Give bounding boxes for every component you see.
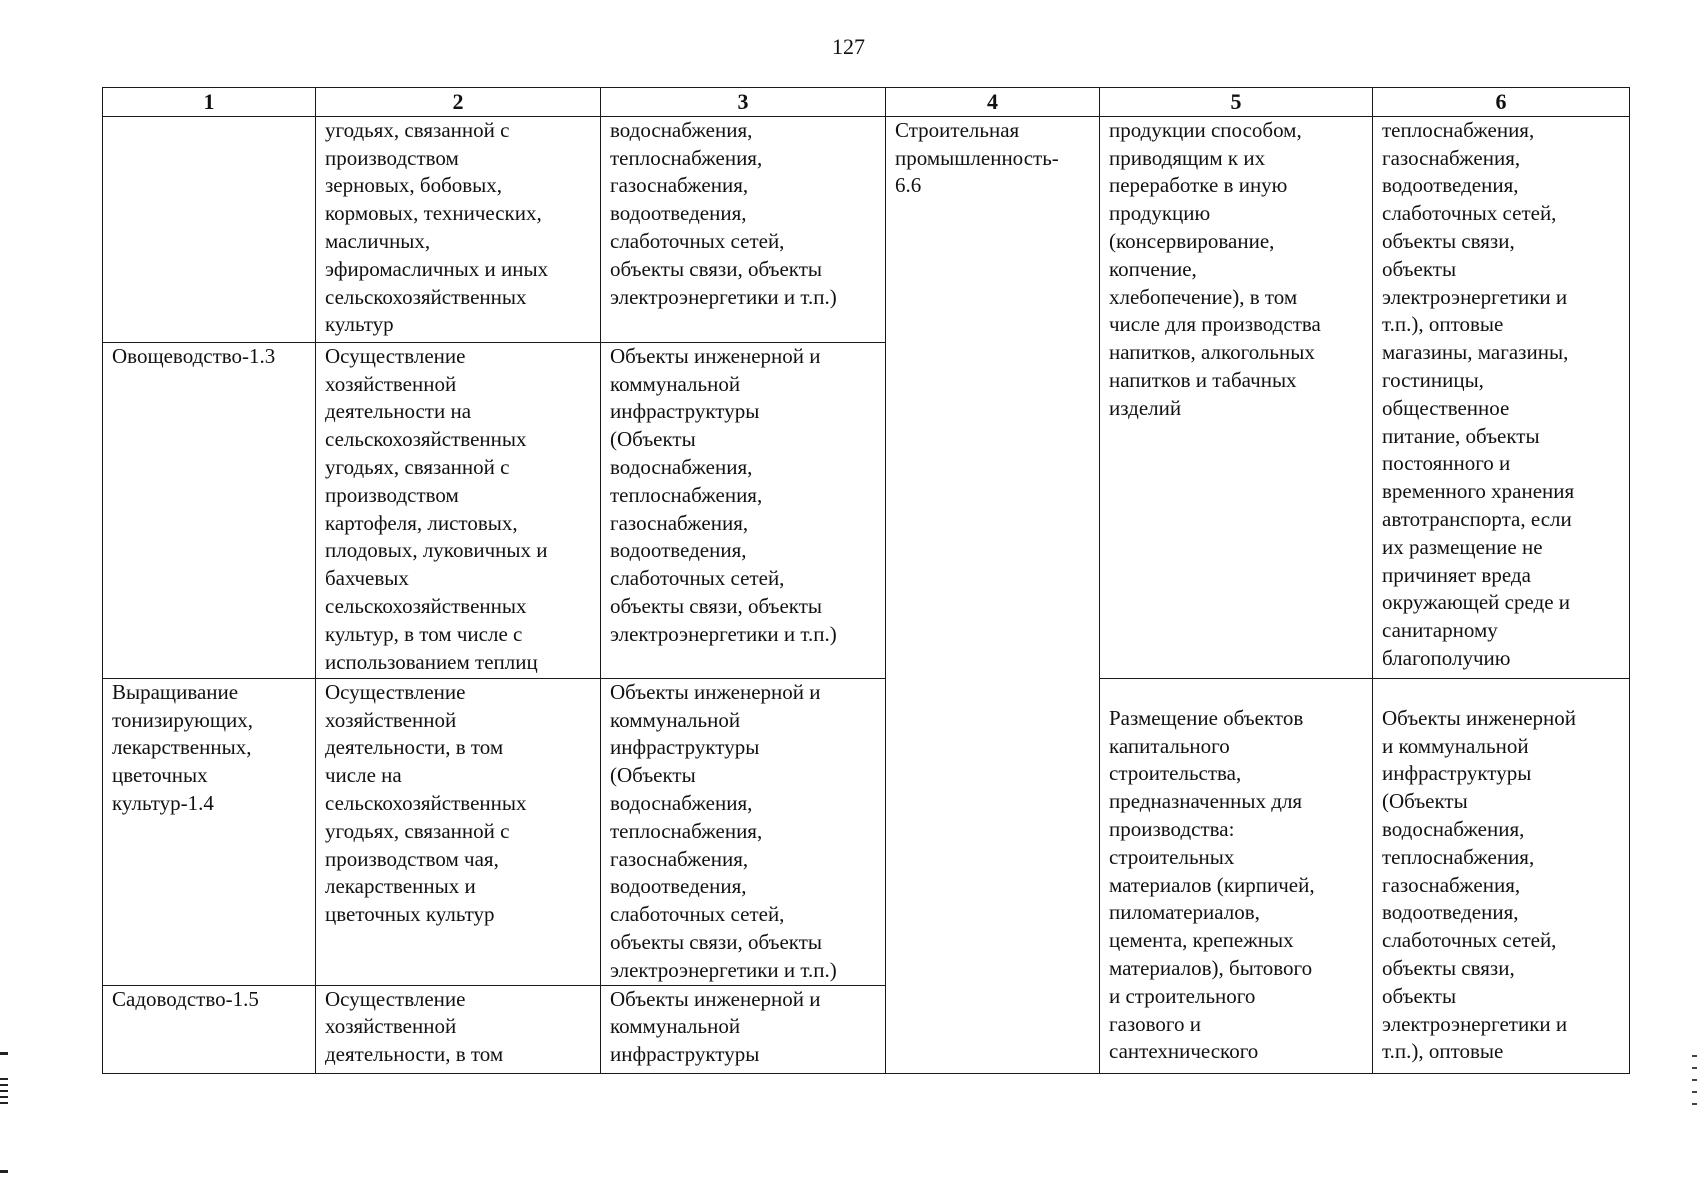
cell-conditional-use-description: Размещение объектов капитального строительства, предназначенных для производства: строительных материалов (кирпичей, пиломатериалов, цемента, крепежных материалов), бытового и строительного газового и сантехнического: [1100, 678, 1373, 1073]
cell-conditional-auxiliary-objects: теплоснабжения, газоснабжения, водоотведения, слаботочных сетей, объекты связи, объекты электроэнергетики и т.п.), оптовые магазины, магазины, гостиницы, общественное питание, объекты постоянного и временного хранения автотранспорта, если их размещение не причиняет вреда окружающей среде и санитарному благополучию: [1373, 116, 1630, 678]
cell-land-use-name: Выращивание тонизирующих, лекарственных, цветочных культур-1.4: [103, 678, 316, 985]
cell-land-use-name: Овощеводство-1.3: [103, 342, 316, 678]
table-row: [103, 116, 1630, 342]
column-header-4: 4: [886, 88, 1100, 117]
cell-conditional-use-name: Строительная промышленность- 6.6: [886, 116, 1100, 1073]
land-use-table: [102, 87, 1630, 1074]
column-header-3: 3: [601, 88, 886, 117]
column-header-6: 6: [1373, 88, 1630, 117]
column-header-1: 1: [103, 88, 316, 117]
cell-auxiliary-objects: водоснабжения, теплоснабжения, газоснабжения, водоотведения, слаботочных сетей, объекты связи, объекты электроэнергетики и т.п.): [601, 116, 886, 342]
cell-auxiliary-objects: Объекты инженерной и коммунальной инфраструктуры (Объекты водоснабжения, теплоснабжения, газоснабжения, водоотведения, слаботочных сетей, объекты связи, объекты электроэнергетики и т.п.): [601, 342, 886, 678]
cell-land-use-name: Садоводство-1.5: [103, 985, 316, 1073]
scan-edge-marks-right: [1691, 1055, 1697, 1115]
table-row: [103, 678, 1630, 985]
cell-auxiliary-objects: Объекты инженерной и коммунальной инфраструктуры: [601, 985, 886, 1073]
cell-land-use-description: Осуществление хозяйственной деятельности на сельскохозяйственных угодьях, связанной с производством картофеля, листовых, плодовых, луковичных и бахчевых сельскохозяйственных культур, в том числе с использованием теплиц: [316, 342, 601, 678]
cell-land-use-description: Осуществление хозяйственной деятельности, в том: [316, 985, 601, 1073]
cell-auxiliary-objects: Объекты инженерной и коммунальной инфраструктуры (Объекты водоснабжения, теплоснабжения, газоснабжения, водоотведения, слаботочных сетей, объекты связи, объекты электроэнергетики и т.п.): [601, 678, 886, 985]
cell-land-use-name: [103, 116, 316, 342]
column-header-5: 5: [1100, 88, 1373, 117]
cell-land-use-description: угодьях, связанной с производством зерновых, бобовых, кормовых, технических, масличных, эфиромасличных и иных сельскохозяйственных культур: [316, 116, 601, 342]
page-number: 127: [832, 34, 865, 59]
scan-edge-marks: [0, 1040, 10, 1190]
table-wrapper: [102, 87, 1629, 1071]
table-header-row: [103, 88, 1630, 117]
cell-land-use-description: Осуществление хозяйственной деятельности, в том числе на сельскохозяйственных угодьях, связанной с производством чая, лекарственных и цветочных культур: [316, 678, 601, 985]
cell-conditional-auxiliary-objects: Объекты инженерной и коммунальной инфраструктуры (Объекты водоснабжения, теплоснабжения, газоснабжения, водоотведения, слаботочных сетей, объекты связи, объекты электроэнергетики и т.п.), оптовые: [1373, 678, 1630, 1073]
column-header-2: 2: [316, 88, 601, 117]
cell-conditional-use-description: продукции способом, приводящим к их переработке в иную продукцию (консервирование, копчение, хлебопечение), в том числе для производства напитков, алкогольных напитков и табачных изделий: [1100, 116, 1373, 678]
